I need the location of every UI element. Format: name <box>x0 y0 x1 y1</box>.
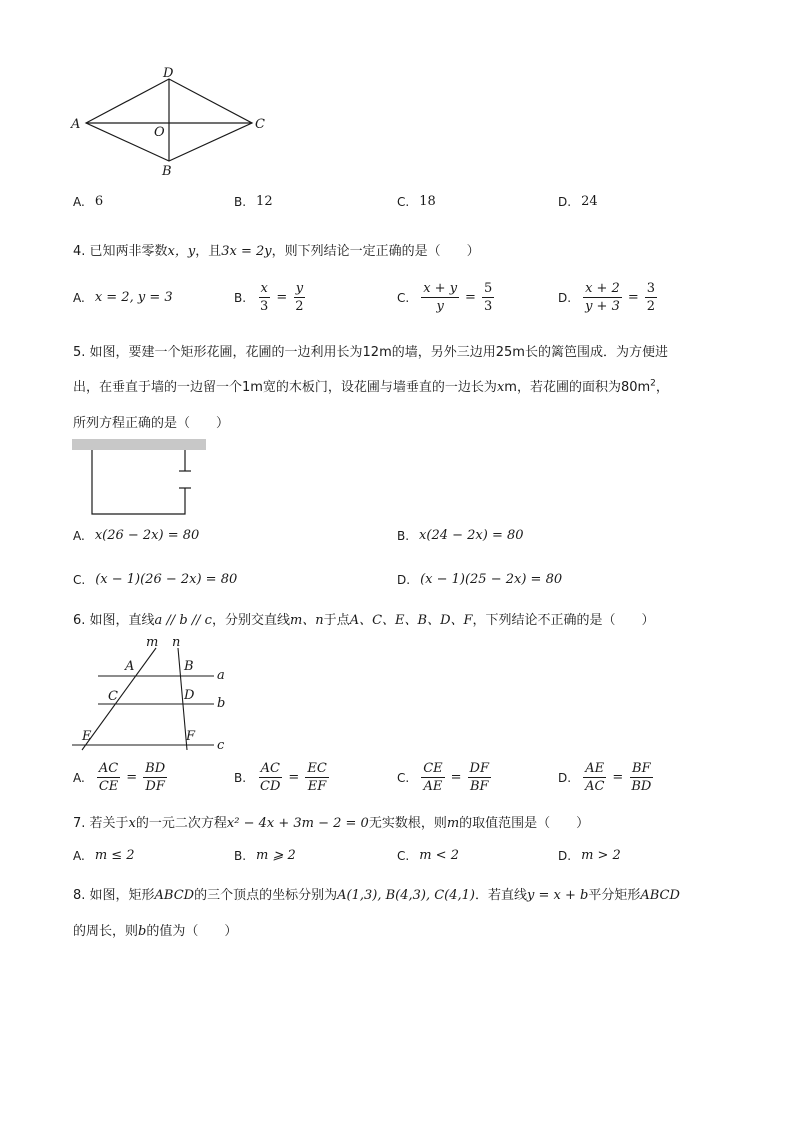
label-c-point: C <box>108 689 118 704</box>
q5-variable: x <box>496 380 505 395</box>
option-letter: B. <box>234 848 247 863</box>
fence <box>92 450 185 514</box>
option-letter: D. <box>558 290 572 305</box>
q7-stem-text-2: 的一元二次方程 <box>135 816 227 831</box>
fraction: $\frac{BD}{DF}$ <box>145 761 166 794</box>
option-text: (x − 1)(26 − 2x) = 80 <box>95 572 238 587</box>
label-d-point: D <box>184 688 195 703</box>
q6-parallel-lines: a // b // c <box>154 613 212 628</box>
q7-option-c[interactable] <box>397 848 459 863</box>
garden-figure <box>70 436 210 518</box>
option-letter: D. <box>397 572 411 587</box>
q5-stem-text-2: m，若花圃的面积为80m <box>504 380 651 395</box>
option-letter: A. <box>73 290 85 305</box>
q6-stem <box>73 609 655 628</box>
fraction: $\frac{5}{3}$ <box>483 281 493 314</box>
option-letter: D. <box>558 848 572 863</box>
option-letter: C. <box>397 848 410 863</box>
line-m <box>82 648 156 750</box>
label-c: C <box>255 117 265 132</box>
q6-option-b[interactable]: B. $\frac{AC}{CD}$ = $\frac{EC}{EF}$ <box>234 761 327 794</box>
q8-rectangle-2: ABCD <box>640 888 680 903</box>
q5-stem-line-1: 5. 如图，要建一个矩形花圃，花圃的一边利用长为12m的墙，另外三边用25m长的篱笆围成．为方便进 <box>73 345 668 360</box>
fraction: $\frac{x}{3}$ <box>260 281 269 314</box>
q5-superscript: 2 <box>650 378 656 389</box>
q8-rectangle: ABCD <box>154 888 195 903</box>
option-letter: C. <box>397 290 410 305</box>
label-a-point: A <box>125 659 135 674</box>
q3-option-c[interactable] <box>397 194 436 209</box>
q3-option-d[interactable] <box>558 194 598 209</box>
q5-stem-line-2 <box>73 376 669 395</box>
wall <box>72 439 206 450</box>
q8-stem-line-1 <box>73 884 680 903</box>
q6-stem-text-2: ，分别交直线 <box>211 613 290 628</box>
parallel-lines-figure <box>66 632 236 754</box>
option-letter: C. <box>397 770 410 785</box>
q7-option-d[interactable] <box>558 848 621 863</box>
q8-points: A(1,3), B(4,3), C(4,1) <box>337 888 475 903</box>
q7-option-b[interactable] <box>234 848 296 863</box>
q6-stem-text: 6. 如图，直线 <box>73 613 155 628</box>
q4-option-c[interactable]: C. $\frac{x + y}{y}$ = $\frac{5}{3}$ <box>397 281 493 314</box>
label-a-line: a <box>217 668 225 683</box>
option-letter: D. <box>558 770 572 785</box>
fraction: $\frac{EC}{EF}$ <box>307 761 327 794</box>
q8-stem-text-2: 的三个顶点的坐标分别为 <box>194 888 338 903</box>
q4-option-a[interactable] <box>73 290 173 305</box>
option-letter: A. <box>73 848 85 863</box>
option-text: (x − 1)(25 − 2x) = 80 <box>420 572 563 587</box>
rhombus-figure <box>66 64 276 178</box>
q6-lines: m、n <box>289 613 324 628</box>
q8-stem-text-5: 的周长，则 <box>73 924 139 939</box>
label-b-point: B <box>184 659 194 674</box>
option-text: m ⩾ 2 <box>256 848 296 863</box>
fraction: $\frac{3}{2}$ <box>646 281 656 314</box>
q3-option-b[interactable] <box>234 194 273 209</box>
option-text: 12 <box>256 194 273 209</box>
q8-stem-text: 8. 如图，矩形 <box>73 888 155 903</box>
q8-stem-line-2 <box>73 920 237 939</box>
option-letter: C. <box>73 572 86 587</box>
option-letter: A. <box>73 770 85 785</box>
q7-equation: x² − 4x + 3m − 2 = 0 <box>226 816 369 831</box>
q5-option-b[interactable] <box>397 528 524 543</box>
option-letter: B. <box>234 194 247 209</box>
q6-stem-text-3: 于点 <box>323 613 350 628</box>
q4-stem <box>73 240 480 259</box>
q8-line-equation: y = x + b <box>527 888 589 903</box>
label-n: n <box>172 635 181 650</box>
label-a: A <box>71 117 81 132</box>
option-letter: B. <box>234 770 247 785</box>
fraction: $\frac{x + 2}{y + 3}$ <box>585 281 620 314</box>
q4-stem-text: 4. 已知两非零数 <box>73 244 168 259</box>
label-e-point: E <box>82 729 92 744</box>
label-b-line: b <box>217 696 226 711</box>
q4-option-d[interactable]: D. $\frac{x + 2}{y + 3}$ = $\frac{3}{2}$ <box>558 281 656 314</box>
q6-stem-text-4: ，下列结论不正确的是（ ） <box>472 613 655 628</box>
option-text: m ≤ 2 <box>94 848 135 863</box>
option-letter: D. <box>558 194 572 209</box>
label-d: D <box>163 66 174 81</box>
q8-stem-text-4: 平分矩形 <box>588 888 641 903</box>
option-letter: B. <box>397 528 410 543</box>
q8-variable: b <box>138 924 147 939</box>
q5-stem-text: 出，在垂直于墙的一边留一个1m宽的木板门，设花圃与墙垂直的一边长为 <box>73 380 497 395</box>
option-text: x = 2, y = 3 <box>94 290 173 305</box>
q4-option-b[interactable]: B. $\frac{x}{3}$ = $\frac{y}{2}$ <box>234 281 304 314</box>
fraction: $\frac{AE}{AC}$ <box>585 761 605 794</box>
label-m: m <box>146 635 159 650</box>
q4-stem-equation: 3x = 2y <box>221 244 272 259</box>
q6-option-a[interactable]: A. $\frac{AC}{CE}$ = $\frac{BD}{DF}$ <box>73 761 166 794</box>
label-c-line: c <box>217 738 225 753</box>
q7-stem <box>73 812 589 831</box>
q5-option-c[interactable] <box>73 572 237 587</box>
q5-stem-text-3: ， <box>655 380 669 395</box>
q7-stem-text: 7. 若关于 <box>73 816 129 831</box>
option-text: 24 <box>581 194 598 209</box>
fraction: $\frac{AC}{CD}$ <box>260 761 281 794</box>
label-f-point: F <box>186 729 196 744</box>
option-letter: A. <box>73 194 85 209</box>
q7-variable: x <box>128 816 136 831</box>
q3-option-a[interactable] <box>73 194 103 209</box>
fraction: $\frac{y}{2}$ <box>295 281 304 314</box>
q5-option-d[interactable] <box>397 572 562 587</box>
q8-stem-text-6: 的值为（ ） <box>146 924 238 939</box>
fraction: $\frac{x + y}{y}$ <box>423 281 458 314</box>
label-b: B <box>162 164 172 178</box>
option-text: 6 <box>94 194 104 209</box>
option-text: m < 2 <box>419 848 459 863</box>
q5-stem-line-3: 所列方程正确的是（ ） <box>73 416 230 431</box>
option-letter: C. <box>397 194 410 209</box>
fraction: $\frac{AC}{CE}$ <box>98 761 119 794</box>
q6-points: A、C、E、B、D、F <box>349 613 473 628</box>
q4-stem-text-3: ，则下列结论一定正确的是（ ） <box>271 244 480 259</box>
q5-option-a[interactable] <box>73 528 199 543</box>
label-o: O <box>154 125 165 140</box>
fraction: $\frac{CE}{AE}$ <box>423 761 443 794</box>
q7-variable-2: m <box>446 816 460 831</box>
option-text: x(24 − 2x) = 80 <box>419 528 524 543</box>
q8-stem-text-3: ．若直线 <box>475 888 528 903</box>
q4-stem-vars: x，y <box>167 244 196 259</box>
q7-stem-text-4: 的取值范围是（ ） <box>459 816 590 831</box>
option-text: m > 2 <box>581 848 621 863</box>
option-letter: A. <box>73 528 85 543</box>
q6-option-c[interactable]: C. $\frac{CE}{AE}$ = $\frac{DF}{BF}$ <box>397 761 489 794</box>
q7-option-a[interactable] <box>73 848 135 863</box>
option-letter: B. <box>234 290 247 305</box>
fraction: $\frac{BF}{BD}$ <box>631 761 652 794</box>
q6-option-d[interactable]: D. $\frac{AE}{AC}$ = $\frac{BF}{BD}$ <box>558 761 652 794</box>
option-text: x(26 − 2x) = 80 <box>94 528 200 543</box>
fraction: $\frac{DF}{BF}$ <box>469 761 489 794</box>
q7-stem-text-3: 无实数根，则 <box>368 816 447 831</box>
option-text: 18 <box>419 194 436 209</box>
q4-stem-text-2: ，且 <box>195 244 222 259</box>
